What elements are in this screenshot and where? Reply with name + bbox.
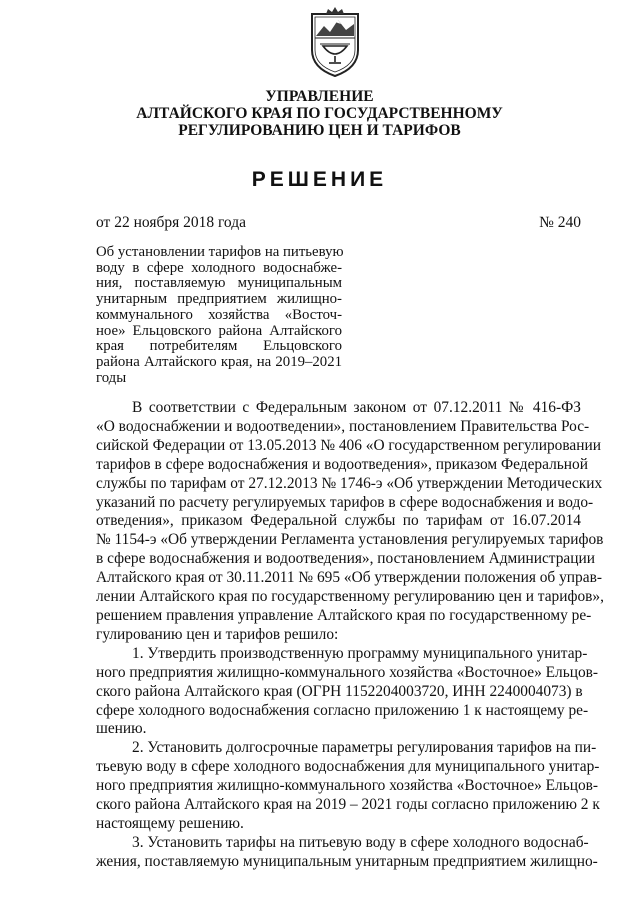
subject-line: края потребителям Ельцовского (96, 338, 342, 355)
body-line: № 1154-э «Об утверждении Регламента установления регулируемых тарифов (96, 531, 604, 549)
body-line: «О водоснабжении и водоотведении», постановлением Правительства Рос- (96, 417, 590, 435)
document-subject (96, 245, 342, 386)
subject-line: воду в сфере холодного водоснабже- (96, 259, 342, 276)
body-line: указаний по расчету регулируемых тарифов в сфере водоснабжения и водо- (96, 493, 594, 511)
org-line-3: РЕГУЛИРОВАНИЮ ЦЕН И ТАРИФОВ (178, 122, 461, 139)
body-line: в сфере водоснабжения и водоотведения», постановлением Администрации (96, 550, 595, 568)
subject-line: коммунального хозяйства «Восточ- (96, 306, 342, 323)
subject-line: Об установлении тарифов на питьевую (96, 244, 344, 260)
body-line: ского района Алтайского края (ОГРН 1152204003720, ИНН 2240004073) в (96, 682, 583, 700)
body-line: ного предприятия жилищно-коммунального хозяйства «Восточное» Ельцов- (96, 663, 599, 681)
document-title: РЕШЕНИЕ (251, 168, 388, 191)
organization-name (0, 88, 639, 139)
body-line: ного предприятия жилищно-коммунального хозяйства «Восточное» Ельцов- (96, 777, 599, 795)
body-line: 2. Установить долгосрочные параметры регулирования тарифов на пи- (132, 739, 597, 757)
body-line: жения, поставляемую муниципальным унитарным предприятием жилищно- (96, 852, 598, 870)
body-line: тарифов в сфере водоснабжения и водоотведения», приказом Федеральной (96, 455, 588, 473)
body-line: 3. Установить тарифы на питьевую воду в сфере холодного водоснаб- (132, 833, 589, 851)
body-line: отведения», приказом Федеральной службы по тарифам от 16.07.2014 (96, 512, 581, 530)
body-line: лении Алтайского края по государственному регулированию цен и тарифов», (96, 588, 604, 606)
body-line: Алтайского края от 30.11.2011 № 695 «Об утверждении положения об управ- (96, 569, 602, 587)
body-line: сийской Федерации от 13.05.2013 № 406 «О государственном регулировании (96, 436, 601, 454)
subject-line: ное» Ельцовского района Алтайского (96, 322, 342, 339)
coat-of-arms-icon (308, 6, 362, 78)
subject-line: района Алтайского края, на 2019–2021 (96, 353, 342, 370)
subject-line: годы (96, 369, 127, 386)
body-line: настоящему решению. (96, 814, 244, 832)
body-line: 1. Утвердить производственную программу муниципального унитар- (132, 644, 588, 662)
body-line: гулированию цен и тарифов решило: (96, 625, 339, 643)
body-line: тьевую воду в сфере холодного водоснабжения для муниципального унитар- (96, 758, 600, 776)
body-line: В соответствии с Федеральным законом от 07.12.2011 № 416-ФЗ (132, 399, 581, 416)
org-line-2: АЛТАЙСКОГО КРАЯ ПО ГОСУДАРСТВЕННОМУ (136, 105, 503, 122)
body-line: сфере холодного водоснабжения согласно приложению 1 к настоящему ре- (96, 701, 589, 719)
subject-line: унитарным предприятием жилищно- (96, 291, 342, 308)
document-body (96, 399, 604, 872)
subject-line: ния, поставляемую муниципальным (96, 275, 342, 292)
document-number: № 240 (539, 214, 581, 231)
body-line: службы по тарифам от 27.12.2013 № 1746-э «Об утверждении Методических (96, 474, 603, 492)
document-date: от 22 ноября 2018 года (96, 214, 247, 231)
body-line: ского района Алтайского края на 2019 – 2021 годы согласно приложению 2 к (96, 796, 600, 814)
body-line: решением правления управление Алтайского края по государственному ре- (96, 606, 592, 624)
body-line: шению. (96, 720, 147, 738)
org-line-1: УПРАВЛЕНИЕ (265, 88, 374, 105)
